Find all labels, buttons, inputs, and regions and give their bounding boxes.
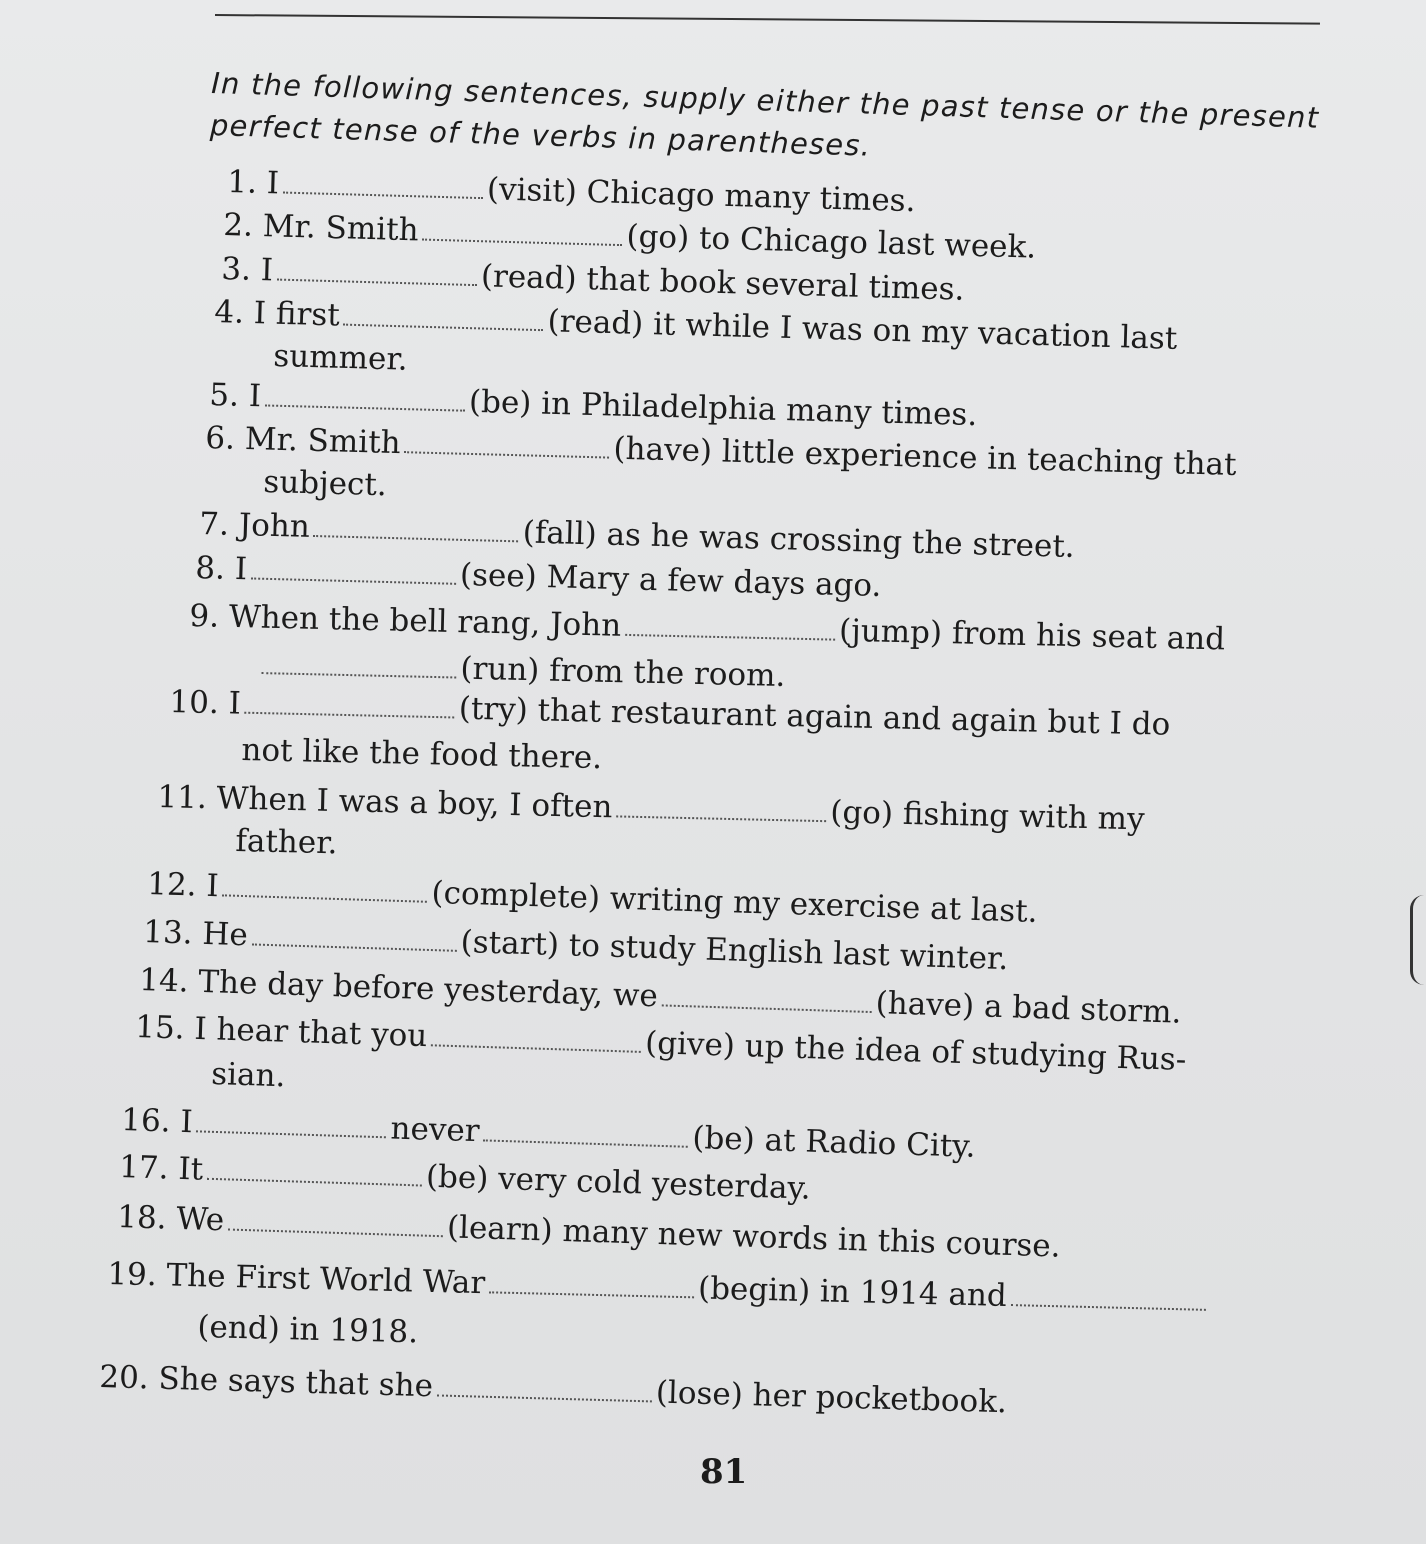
exercise-number: 12.: [146, 865, 198, 904]
exercise-text-before: Mr. Smith: [262, 208, 420, 249]
exercise-continuation-text: (end) in 1918.: [197, 1308, 419, 1351]
answer-blank[interactable]: [196, 1126, 386, 1138]
answer-blank[interactable]: [422, 235, 622, 247]
exercise-text-before: When the bell rang, John: [228, 598, 622, 644]
exercise-text-after: (have) a bad storm.: [875, 985, 1182, 1031]
answer-blank[interactable]: [431, 1040, 641, 1053]
exercise-text-after: (give) up the idea of studying Rus-: [644, 1025, 1187, 1079]
exercise-text-before: It: [177, 1150, 204, 1188]
exercise-continuation: [211, 1052, 286, 1098]
answer-blank[interactable]: [277, 275, 477, 287]
exercise-continuation-text: father.: [235, 822, 338, 862]
exercise-text-before: John: [238, 507, 311, 545]
exercise-text-before: We: [175, 1200, 225, 1239]
exercise-text-after: (visit) Chicago many times.: [486, 171, 916, 220]
answer-blank[interactable]: [489, 1287, 694, 1298]
answer-blank[interactable]: [662, 1000, 872, 1013]
exercise-text-before: I: [234, 551, 248, 588]
exercise-text-before: He: [201, 915, 249, 954]
exercise-text-after: (learn) many new words in this course.: [446, 1209, 1062, 1265]
exercise-number: 3.: [220, 250, 252, 288]
exercise-text-before: The day before yesterday, we: [197, 963, 659, 1015]
exercise-item: [99, 1355, 1008, 1424]
exercise-text-after: (read) that book several times.: [480, 258, 965, 308]
answer-blank[interactable]: [483, 1135, 688, 1147]
exercise-text-before: I hear that you: [193, 1010, 428, 1055]
top-rule: [215, 14, 1320, 25]
exercise-text-after: (be) in Philadelphia many times.: [468, 383, 978, 434]
exercise-continuation: [197, 1305, 419, 1354]
exercise-text-after: (see) Mary a few days ago.: [459, 556, 882, 604]
exercise-continuation: [241, 728, 603, 780]
page-edge: [1410, 895, 1426, 985]
exercise-continuation-text: summer.: [272, 337, 409, 378]
exercise-text-before: I first: [253, 295, 341, 334]
exercise-number: 10.: [169, 683, 220, 722]
exercise-text-after: (begin) in 1914 and: [697, 1270, 1008, 1314]
answer-blank[interactable]: [616, 811, 826, 822]
exercise-text-before: The First World War: [166, 1257, 486, 1302]
exercise-number: 2.: [222, 206, 254, 244]
answer-blank[interactable]: [265, 400, 465, 411]
exercise-text-before: I: [205, 867, 220, 905]
exercise-continuation: [263, 460, 387, 507]
answer-blank[interactable]: [1010, 1300, 1205, 1311]
exercise-number: 15.: [134, 1008, 186, 1047]
exercise-number: 6.: [204, 419, 236, 457]
exercise-text-before: I: [248, 378, 262, 415]
exercise-text-before: She says that she: [158, 1360, 434, 1405]
exercise-text-middle: never: [390, 1110, 481, 1150]
exercise-number: 16.: [120, 1101, 172, 1140]
answer-blank[interactable]: [261, 668, 456, 678]
page-number: 81: [700, 1452, 748, 1492]
exercise-text-before: I: [179, 1103, 194, 1141]
exercise-continuation-text: sian.: [210, 1055, 286, 1095]
exercise-text-before: I: [228, 685, 242, 722]
answer-blank[interactable]: [283, 188, 483, 200]
exercise-text-after: (complete) writing my exercise at last.: [431, 874, 1039, 930]
exercise-number: 4.: [213, 293, 245, 331]
exercise-text-before: I: [266, 165, 280, 202]
exercise-text-after: (jump) from his seat and: [838, 612, 1226, 658]
exercise-text-before: When I was a boy, I often: [216, 780, 613, 826]
exercise-text-before: I: [260, 252, 274, 289]
answer-blank[interactable]: [314, 531, 519, 542]
exercise-number: 8.: [194, 549, 226, 587]
exercise-text-after: (lose) her pocketbook.: [655, 1374, 1008, 1421]
exercise-number: 1.: [226, 163, 258, 201]
exercise-text-after: (go) fishing with my: [829, 794, 1145, 838]
answer-blank[interactable]: [228, 1224, 443, 1237]
exercise-number: 5.: [208, 376, 240, 414]
answer-blank[interactable]: [404, 447, 609, 458]
answer-blank[interactable]: [251, 573, 456, 584]
exercise-text-after: (try) that restaurant again and again but I do: [458, 690, 1171, 743]
exercise-number: 17.: [118, 1148, 170, 1187]
exercise-text-after: (be) very cold yesterday.: [425, 1158, 812, 1207]
exercise-continuation: [235, 819, 338, 865]
exercise-text-after: (start) to study English last winter.: [460, 923, 1009, 978]
exercise-continuation-text: subject.: [262, 463, 388, 504]
exercise-text-after: (have) little experience in teaching that: [613, 430, 1237, 483]
exercise-number: 14.: [138, 961, 190, 1000]
exercise-text-after: (fall) as he was crossing the street.: [522, 514, 1076, 565]
answer-blank[interactable]: [437, 1390, 652, 1402]
exercise-text-after: (read) it while I was on my vacation last: [547, 303, 1178, 357]
exercise-text-before: Mr. Smith: [244, 421, 402, 462]
answer-blank[interactable]: [207, 1174, 422, 1187]
exercise-number: 18.: [116, 1198, 168, 1237]
exercise-number: 7.: [198, 505, 230, 543]
exercise-number: 19.: [107, 1255, 158, 1294]
answer-blank[interactable]: [222, 890, 427, 902]
exercise-number: 20.: [98, 1358, 150, 1397]
exercise-text-after: (go) to Chicago last week.: [626, 218, 1037, 266]
instructions: In the following sentences, supply either the past tense or the present perfect tense of the verbs in parentheses.: [209, 65, 1320, 163]
answer-blank[interactable]: [625, 630, 835, 641]
answer-blank[interactable]: [245, 708, 455, 719]
exercise-continuation-text: not like the food there.: [241, 731, 603, 777]
answer-blank[interactable]: [343, 320, 543, 332]
exercise-number: 11.: [157, 778, 208, 817]
exercise-number: 13.: [142, 913, 194, 952]
exercise-text-after: (be) at Radio City.: [691, 1119, 977, 1165]
exercise-number: 9.: [189, 597, 220, 635]
answer-blank[interactable]: [252, 939, 457, 951]
exercise-continuation-text: (run) from the room.: [460, 650, 786, 694]
